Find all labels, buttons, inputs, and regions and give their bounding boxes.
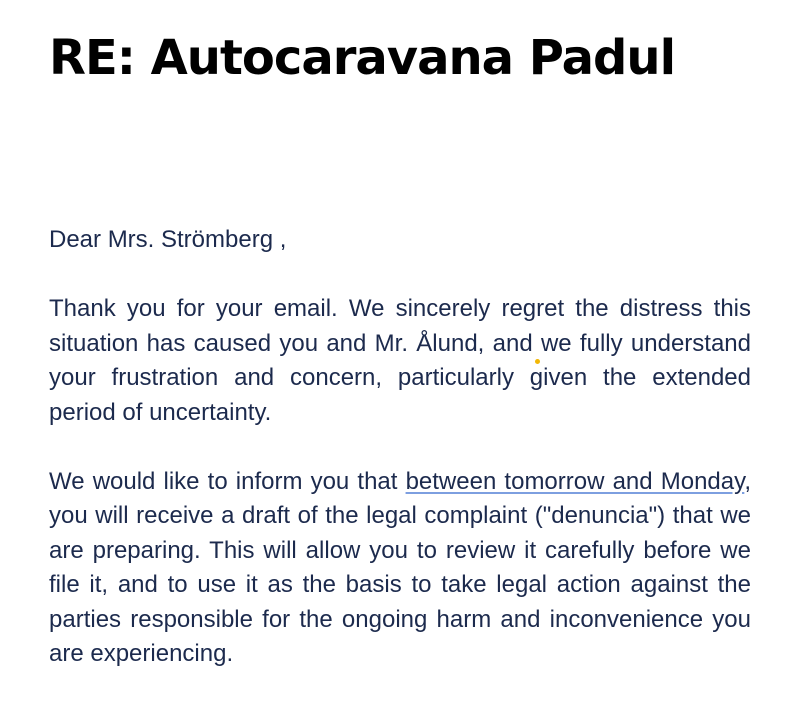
detected-date-link[interactable]: between tomorrow and Monday	[405, 467, 745, 495]
email-body	[49, 223, 751, 706]
paragraph-2-text-before: We would like to inform you that	[49, 467, 406, 495]
email-greeting: Dear Mrs. Strömberg ,	[49, 226, 287, 253]
email-subject: RE: Autocaravana Padul	[49, 30, 676, 86]
email-paragraph-2	[49, 465, 751, 672]
paragraph-2-text-after: , you will receive a draft of the legal complaint ("denuncia") that we are preparing. This will allow you to review it carefully before we file it, and to use it as the basis to take legal action against the parties responsible for the ongoing harm and inconvenience you are experiencing.	[49, 467, 751, 667]
email-paragraph-1: Thank you for your email. We sincerely regret the distress this situation has caused you and Mr. Ålund, and we fully understand your frustration and concern, particularly given the extended period of uncertainty.	[49, 295, 751, 426]
text-cursor-marker	[535, 359, 540, 364]
